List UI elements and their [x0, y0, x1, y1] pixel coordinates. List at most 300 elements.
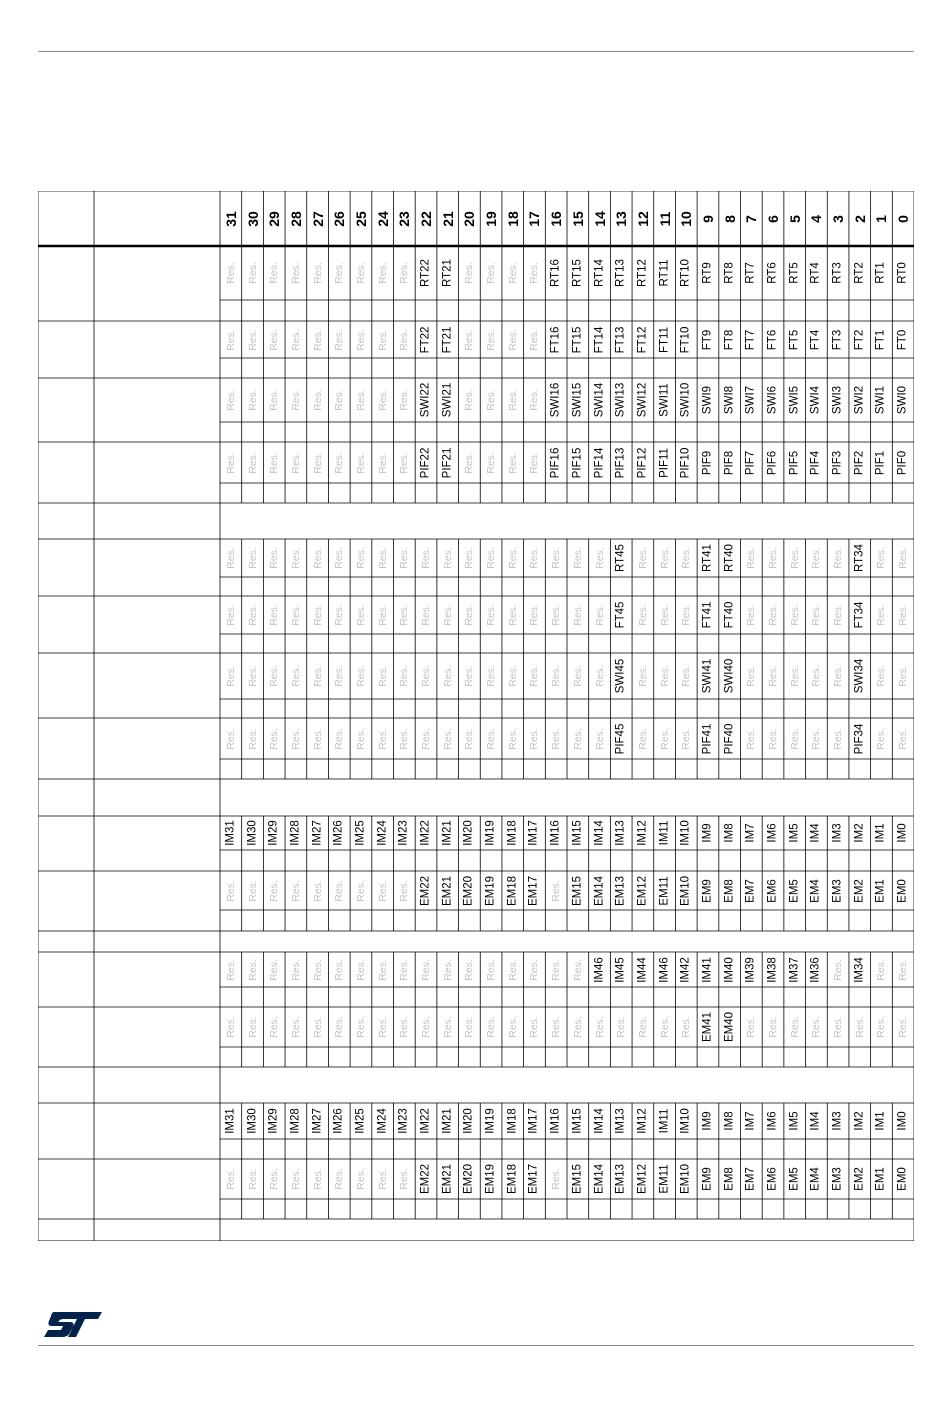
register-field-cell — [827, 816, 849, 850]
reserved-field-cell — [806, 539, 828, 577]
reserved-field: Res. — [571, 727, 584, 750]
register-field-cell — [741, 442, 763, 483]
reserved-field-cell — [632, 653, 654, 699]
register-field: RT0 — [896, 262, 909, 284]
bit-number-23: 23 — [396, 210, 413, 227]
reserved-field: Res. — [658, 547, 671, 569]
register-field-cell — [892, 1103, 914, 1139]
register-field: PIF4 — [809, 450, 822, 475]
reserved-field: Res. — [484, 604, 497, 626]
register-field-cell — [459, 871, 481, 910]
register-field: IM5 — [787, 1111, 800, 1131]
register-field-cell — [741, 816, 763, 850]
reserved-field: Res. — [398, 1168, 411, 1190]
register-field-cell — [610, 539, 632, 577]
reserved-field: Res. — [788, 547, 801, 569]
reserved-field: Res. — [463, 1016, 476, 1038]
register-field: IM8 — [722, 1111, 735, 1131]
reserved-field-cell — [567, 1007, 589, 1047]
bit-number-5: 5 — [786, 214, 803, 223]
register-field-cell — [610, 442, 632, 483]
reserved-field-cell — [545, 718, 567, 759]
reserved-field-cell — [350, 246, 372, 300]
reserved-field: Res. — [376, 604, 389, 626]
reserved-field: Res. — [376, 1168, 389, 1190]
reserved-field-cell — [285, 952, 307, 987]
register-field: EM22 — [419, 1163, 432, 1195]
reserved-field-cell — [502, 539, 524, 577]
reserved-field: Res. — [246, 958, 259, 981]
register-field-cell — [741, 871, 763, 910]
reserved-field: Res. — [788, 604, 801, 626]
register-field: EM6 — [766, 878, 779, 903]
reserved-field-cell — [372, 539, 394, 577]
register-field: EM5 — [787, 878, 800, 903]
reserved-field: Res. — [896, 547, 909, 569]
register-field-cell — [892, 321, 914, 358]
register-field: RT13 — [614, 259, 627, 287]
reserved-field: Res. — [224, 1168, 237, 1190]
register-field: RT4 — [809, 262, 822, 284]
reserved-field-cell — [524, 952, 546, 987]
register-field: IM26 — [332, 820, 345, 846]
reserved-field-cell — [285, 871, 307, 910]
register-field-cell — [502, 1103, 524, 1139]
register-field-cell — [415, 321, 437, 358]
register-field-cell — [697, 816, 719, 850]
reserved-field: Res. — [419, 958, 432, 981]
register-field: EM0 — [896, 1167, 909, 1191]
reserved-field-cell — [524, 653, 546, 699]
register-field: EM6 — [766, 1167, 779, 1191]
reserved-field-cell — [220, 321, 242, 358]
reserved-field: Res. — [571, 604, 584, 626]
reserved-field: Res. — [419, 604, 432, 626]
register-field: FT12 — [636, 326, 649, 353]
bit-number-1-cell — [871, 191, 893, 246]
register-field: IM0 — [896, 823, 909, 843]
reserved-field: Res. — [506, 389, 519, 411]
reserved-field: Res. — [484, 665, 497, 687]
register-field-cell — [567, 1159, 589, 1199]
reserved-field: Res. — [853, 1016, 866, 1038]
register-field: IM27 — [310, 1108, 323, 1134]
register-field-cell — [849, 321, 871, 358]
reserved-field-cell — [480, 596, 502, 634]
register-field-cell — [545, 246, 567, 300]
reserved-field-cell — [437, 1007, 459, 1047]
reserved-field-cell — [415, 718, 437, 759]
reserved-field: Res. — [354, 665, 367, 687]
reserved-field: Res. — [528, 262, 541, 284]
reserved-field-cell — [263, 539, 285, 577]
reserved-field-cell — [242, 1159, 264, 1199]
bit-number-11-cell — [654, 191, 676, 246]
bit-number-11: 11 — [656, 211, 673, 226]
reserved-field: Res. — [333, 328, 346, 351]
reserved-field-cell — [350, 871, 372, 910]
reserved-field: Res. — [289, 328, 302, 351]
reserved-field: Res. — [354, 547, 367, 569]
register-field-cell — [437, 1159, 459, 1199]
bit-number-9-cell — [697, 191, 719, 246]
register-field-cell — [762, 442, 784, 483]
reserved-field: Res. — [875, 665, 888, 687]
reserved-field-cell — [307, 596, 329, 634]
register-field-cell — [589, 952, 611, 987]
register-field: PIF16 — [549, 447, 562, 478]
reserved-field-cell — [394, 1159, 416, 1199]
reserved-field-cell — [589, 539, 611, 577]
register-field-cell — [849, 871, 871, 910]
register-field: PIF14 — [592, 447, 605, 478]
bit-number-18: 18 — [504, 210, 521, 227]
bit-number-20-cell — [459, 191, 481, 246]
register-field: IM14 — [592, 1108, 605, 1134]
reserved-field-cell — [654, 539, 676, 577]
register-field: IM38 — [766, 956, 779, 983]
st-logo-s-shape — [44, 1312, 102, 1337]
register-field-cell — [697, 442, 719, 483]
reserved-field: Res. — [267, 604, 280, 626]
reserved-field: Res. — [549, 1168, 562, 1190]
reserved-field: Res. — [593, 665, 606, 687]
register-field: EM21 — [440, 1163, 453, 1195]
register-field: IM34 — [853, 956, 866, 983]
bit-number-28: 28 — [287, 210, 304, 227]
register-field-cell — [827, 378, 849, 422]
reserved-field-cell — [394, 871, 416, 910]
reserved-field: Res. — [333, 451, 346, 474]
register-field: SWI34 — [853, 658, 866, 694]
reserved-field-cell — [328, 442, 350, 483]
bit-number-19: 19 — [483, 210, 500, 227]
register-field-cell — [719, 539, 741, 577]
register-field-cell — [610, 321, 632, 358]
reserved-field-cell — [372, 596, 394, 634]
register-field-cell — [654, 378, 676, 422]
register-field-cell — [762, 378, 784, 422]
register-field-cell — [567, 1103, 589, 1139]
register-field-cell — [849, 1103, 871, 1139]
bit-number-26: 26 — [331, 210, 348, 227]
reserved-field: Res. — [680, 604, 693, 626]
register-field: IM41 — [701, 956, 714, 983]
register-field-cell — [849, 816, 871, 850]
reserved-field: Res. — [506, 958, 519, 981]
register-field: PIF1 — [874, 450, 887, 475]
reserved-field-cell — [350, 442, 372, 483]
reserved-field-cell — [285, 442, 307, 483]
reserved-field-cell — [263, 952, 285, 987]
register-field: EM22 — [419, 875, 432, 906]
register-field-cell — [545, 1103, 567, 1139]
bit-number-16: 16 — [548, 210, 565, 227]
register-field: EM1 — [874, 1167, 887, 1191]
reserved-field: Res. — [333, 727, 346, 750]
register-field: PIF0 — [896, 450, 909, 475]
register-field: IM44 — [636, 956, 649, 983]
register-field-cell — [697, 718, 719, 759]
reserved-field-cell — [394, 1007, 416, 1047]
reserved-field-cell — [350, 1159, 372, 1199]
register-field: SWI9 — [701, 385, 714, 415]
reserved-field: Res. — [289, 547, 302, 569]
reserved-field-cell — [415, 653, 437, 699]
reserved-field-cell — [437, 539, 459, 577]
reserved-field-cell — [372, 321, 394, 358]
bit-number-24-cell — [372, 191, 394, 246]
register-field-cell — [350, 1103, 372, 1139]
reserved-field-cell — [589, 1007, 611, 1047]
reserved-field-cell — [762, 1007, 784, 1047]
reserved-field-cell — [524, 442, 546, 483]
reserved-field-cell — [632, 596, 654, 634]
register-field-cell — [697, 539, 719, 577]
reserved-field: Res. — [831, 604, 844, 626]
register-field: EM4 — [809, 878, 822, 903]
reserved-field: Res. — [831, 547, 844, 569]
register-field: IM9 — [701, 823, 714, 843]
reserved-field-cell — [394, 246, 416, 300]
register-field: RT1 — [874, 262, 887, 284]
reserved-field-cell — [632, 718, 654, 759]
header-rule — [38, 51, 914, 52]
register-field-cell — [220, 1103, 242, 1139]
reserved-field-cell — [871, 653, 893, 699]
bit-number-28-cell — [285, 191, 307, 246]
register-field-cell — [741, 952, 763, 987]
register-field-cell — [697, 871, 719, 910]
register-field-cell — [632, 246, 654, 300]
register-field-cell — [415, 1103, 437, 1139]
register-field-cell — [697, 1007, 719, 1047]
reserved-field: Res. — [528, 665, 541, 687]
register-field-cell — [697, 378, 719, 422]
reserved-field-cell — [459, 596, 481, 634]
reserved-field: Res. — [745, 727, 758, 750]
reserved-field-cell — [263, 596, 285, 634]
register-field: SWI2 — [853, 385, 866, 415]
register-field-cell — [719, 1007, 741, 1047]
reserved-field-cell — [437, 718, 459, 759]
register-field: IM7 — [744, 823, 757, 843]
register-field: IM31 — [224, 820, 237, 846]
reserved-field-cell — [459, 952, 481, 987]
reserved-field-cell — [827, 952, 849, 987]
reserved-field: Res. — [267, 1016, 280, 1038]
register-field: IM30 — [245, 820, 258, 846]
register-field-cell — [892, 1159, 914, 1199]
reserved-field: Res. — [398, 262, 411, 284]
bit-number-19-cell — [480, 191, 502, 246]
reserved-field: Res. — [636, 1016, 649, 1038]
reserved-field-cell — [220, 653, 242, 699]
register-field: IM15 — [571, 820, 584, 846]
register-field-cell — [415, 871, 437, 910]
register-field-cell — [545, 378, 567, 422]
register-field-cell — [871, 321, 893, 358]
reserved-field-cell — [545, 952, 567, 987]
reserved-field: Res. — [398, 451, 411, 474]
register-field-cell — [502, 1159, 524, 1199]
register-field: PIF5 — [787, 450, 800, 475]
bit-number-26-cell — [328, 191, 350, 246]
register-field-cell — [415, 378, 437, 422]
reserved-field: Res. — [484, 958, 497, 981]
register-field: PIF10 — [679, 447, 692, 478]
register-field: EM41 — [701, 1011, 714, 1043]
register-field-cell — [394, 816, 416, 850]
register-field: IM29 — [267, 820, 280, 846]
register-field-cell — [871, 442, 893, 483]
reserved-field: Res. — [398, 328, 411, 351]
reserved-field: Res. — [267, 1168, 280, 1190]
register-field: PIF45 — [614, 723, 627, 754]
register-field-cell — [719, 442, 741, 483]
bit-number-29: 29 — [266, 210, 283, 227]
register-field: IM19 — [484, 820, 497, 846]
reserved-field: Res. — [267, 727, 280, 750]
register-field-cell — [589, 1159, 611, 1199]
register-field-cell — [328, 816, 350, 850]
reserved-field: Res. — [506, 665, 519, 687]
register-field: RT6 — [766, 262, 779, 284]
reserved-field: Res. — [224, 1016, 237, 1038]
reserved-field: Res. — [896, 727, 909, 750]
bit-number-4-cell — [806, 191, 828, 246]
register-field-cell — [415, 1159, 437, 1199]
register-field-cell — [871, 1159, 893, 1199]
reserved-field-cell — [827, 1007, 849, 1047]
reserved-field: Res. — [484, 389, 497, 411]
register-field-cell — [697, 1103, 719, 1139]
register-field-cell — [654, 321, 676, 358]
reserved-field-cell — [762, 653, 784, 699]
reserved-field-cell — [589, 653, 611, 699]
reserved-field-cell — [242, 1007, 264, 1047]
reserved-field: Res. — [267, 328, 280, 351]
bit-number-10: 10 — [678, 210, 695, 227]
register-field: IM19 — [484, 1108, 497, 1134]
register-field-cell — [762, 1159, 784, 1199]
bit-number-2: 2 — [851, 214, 868, 223]
register-field-cell — [719, 378, 741, 422]
reserved-field: Res. — [289, 958, 302, 981]
register-field-cell — [827, 1159, 849, 1199]
reserved-field-cell — [545, 653, 567, 699]
register-field: IM28 — [289, 1108, 302, 1134]
bit-number-14: 14 — [591, 210, 608, 227]
register-field-cell — [610, 596, 632, 634]
register-field: IM17 — [527, 1108, 540, 1134]
reserved-field-cell — [328, 246, 350, 300]
reserved-field: Res. — [376, 958, 389, 981]
register-field-cell — [784, 1159, 806, 1199]
register-field: IM4 — [809, 1111, 822, 1131]
reserved-field: Res. — [528, 727, 541, 750]
reserved-field-cell — [827, 653, 849, 699]
register-field-cell — [589, 246, 611, 300]
register-field-cell — [784, 871, 806, 910]
reserved-field: Res. — [788, 727, 801, 750]
reserved-field: Res. — [246, 262, 259, 284]
reserved-field-cell — [480, 718, 502, 759]
register-field: IM24 — [375, 1108, 388, 1134]
register-field: IM30 — [245, 1108, 258, 1134]
reserved-field-cell — [480, 321, 502, 358]
reserved-field-cell — [827, 539, 849, 577]
register-field: IM13 — [614, 820, 627, 846]
reserved-field-cell — [328, 952, 350, 987]
reserved-field-cell — [285, 596, 307, 634]
reserved-field: Res. — [831, 727, 844, 750]
reserved-field-cell — [459, 246, 481, 300]
reserved-field-cell — [307, 321, 329, 358]
reserved-field-cell — [480, 442, 502, 483]
register-field: FT6 — [766, 329, 779, 350]
reserved-field-cell — [524, 246, 546, 300]
bit-number-16-cell — [545, 191, 567, 246]
register-field: SWI7 — [744, 385, 757, 415]
reserved-field: Res. — [463, 727, 476, 750]
reserved-field-cell — [415, 539, 437, 577]
reserved-field: Res. — [636, 727, 649, 750]
reserved-field-cell — [871, 952, 893, 987]
reserved-field-cell — [394, 442, 416, 483]
register-field-cell — [372, 816, 394, 850]
register-field-cell — [589, 871, 611, 910]
register-field: IM20 — [462, 1108, 475, 1134]
register-field-cell — [610, 653, 632, 699]
reserved-field: Res. — [788, 1016, 801, 1038]
register-field-cell — [762, 246, 784, 300]
bit-number-0-cell — [892, 191, 914, 246]
reserved-field-cell — [567, 653, 589, 699]
reserved-field-cell — [263, 1007, 285, 1047]
register-field: IM15 — [571, 1108, 584, 1134]
reserved-field: Res. — [289, 665, 302, 687]
register-field-cell — [892, 378, 914, 422]
reserved-field: Res. — [766, 727, 779, 750]
reserved-field: Res. — [506, 328, 519, 351]
register-field-cell — [827, 442, 849, 483]
reserved-field-cell — [502, 653, 524, 699]
register-field-cell — [806, 442, 828, 483]
register-field: FT40 — [722, 601, 735, 629]
reserved-field: Res. — [398, 389, 411, 411]
reserved-field-cell — [632, 1007, 654, 1047]
reserved-field-cell — [372, 1007, 394, 1047]
register-field: IM36 — [809, 956, 822, 983]
register-field-cell — [632, 378, 654, 422]
reserved-field-cell — [285, 1159, 307, 1199]
reserved-field-cell — [328, 596, 350, 634]
register-field-cell — [849, 378, 871, 422]
reserved-field-cell — [459, 653, 481, 699]
reserved-field: Res. — [528, 389, 541, 411]
reserved-field: Res. — [528, 958, 541, 981]
reserved-field-cell — [372, 442, 394, 483]
register-field: PIF11 — [657, 447, 670, 478]
register-field: EM18 — [506, 1163, 519, 1195]
register-field: RT11 — [657, 259, 670, 287]
register-field-cell — [719, 871, 741, 910]
reserved-field: Res. — [267, 451, 280, 474]
register-field: IM22 — [419, 820, 432, 846]
reserved-field: Res. — [441, 1016, 454, 1038]
register-field-cell — [610, 952, 632, 987]
